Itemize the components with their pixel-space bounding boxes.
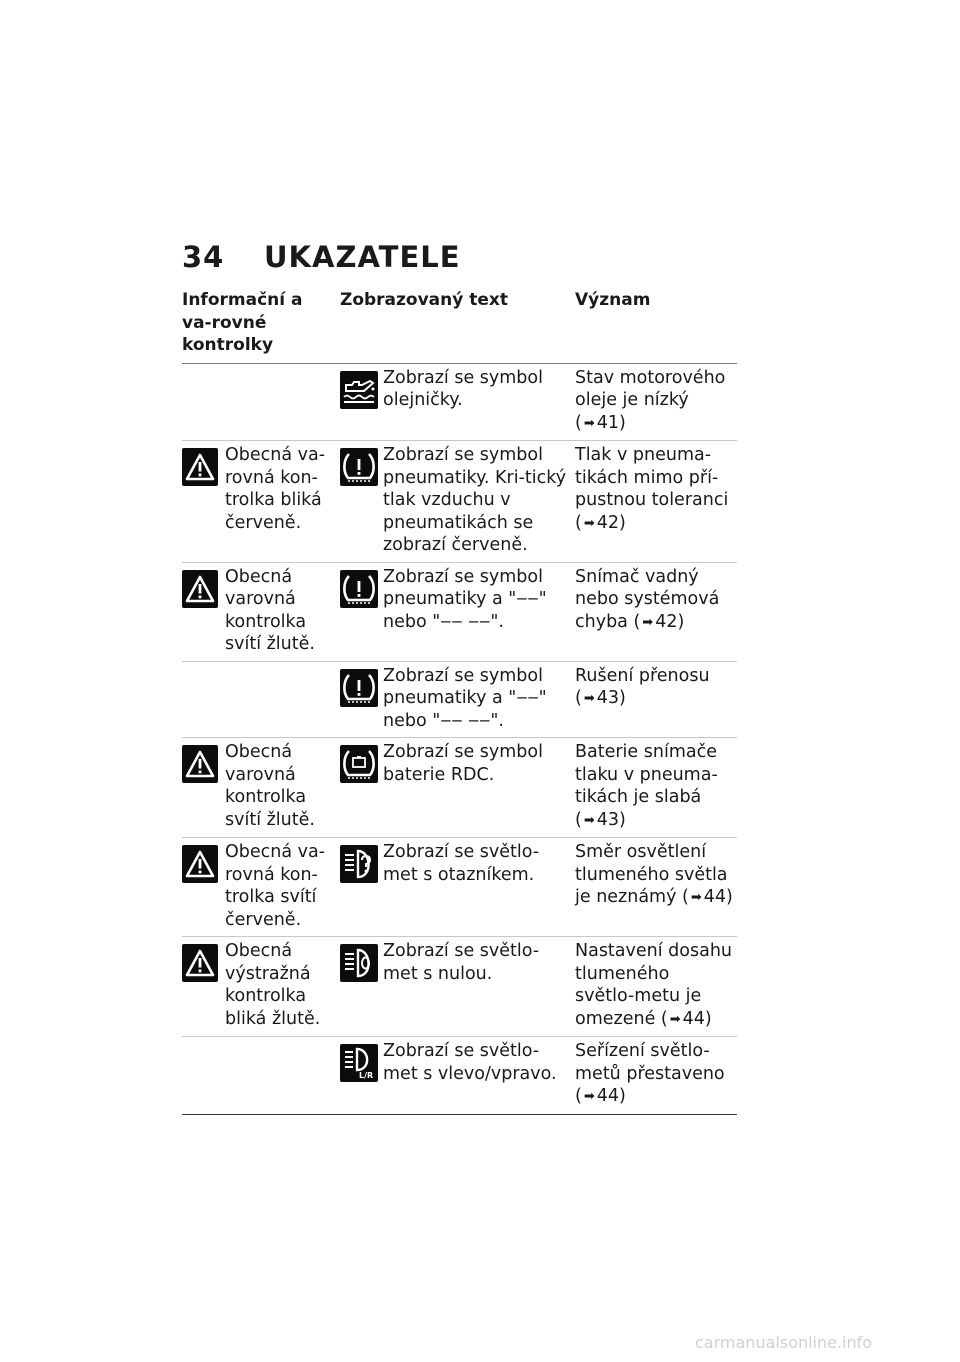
ref-paren: (: [575, 688, 582, 708]
arrow-right-icon: ➡: [583, 812, 595, 828]
table-row: [182, 838, 737, 937]
ref-page-number: 44): [596, 1086, 626, 1106]
page-reference[interactable]: [575, 688, 626, 708]
meaning-cell: [575, 441, 737, 563]
arrow-right-icon: ➡: [583, 415, 595, 431]
display-cell: [340, 441, 575, 563]
page-reference[interactable]: [575, 513, 626, 533]
ref-page-number: 42): [655, 611, 685, 632]
arrow-right-icon: ➡: [690, 890, 702, 905]
header-indicator-lamps: Informační a va-rovné kontrolky: [182, 289, 340, 363]
display-cell: [340, 661, 575, 738]
ref-page-number: 43): [596, 809, 626, 830]
ref-page-number: 41): [596, 412, 626, 433]
display-cell: [340, 363, 575, 441]
ref-paren: (: [575, 512, 582, 533]
warning-triangle-icon: [182, 944, 218, 982]
meaning-text: Baterie snímače tlaku v pneuma-tikách je slabá: [575, 742, 718, 807]
ref-paren: (: [575, 412, 582, 433]
headlight-question-icon: [340, 845, 378, 883]
lamp-description: Obecná varovná kontrolka svítí žlutě.: [225, 742, 315, 830]
ref-paren: (: [660, 1008, 668, 1029]
meaning-cell: [575, 738, 737, 838]
display-cell: [340, 937, 575, 1037]
table-row: [182, 562, 737, 661]
warning-triangle-icon: [182, 448, 218, 486]
display-text: Zobrazí se světlo-met s otazníkem.: [383, 842, 540, 885]
page-heading: [182, 240, 461, 274]
warning-triangle-icon: [182, 745, 218, 783]
arrow-right-icon: ➡: [669, 1011, 681, 1027]
header-meaning: Význam: [575, 289, 737, 363]
lamp-cell: [182, 661, 340, 738]
ref-paren: (: [575, 809, 582, 830]
lamp-description: Obecná va-rovná kon-trolka svítí červeně.: [225, 842, 326, 930]
table-row: [182, 363, 737, 441]
page-reference[interactable]: [575, 413, 626, 433]
display-cell: [340, 838, 575, 937]
meaning-text: Nastavení dosahu tlumeného světlo-metu je omezené: [575, 941, 732, 1029]
arrow-right-icon: ➡: [583, 1089, 595, 1104]
tire-sensor-battery-icon: [340, 745, 378, 783]
lamp-cell: [182, 838, 340, 937]
ref-paren: (: [633, 611, 641, 632]
display-cell: [340, 1037, 575, 1115]
meaning-text: Snímač vadný nebo systémová chyba: [575, 566, 720, 632]
arrow-right-icon: ➡: [583, 691, 595, 706]
display-text: Zobrazí se symbol baterie RDC.: [383, 742, 543, 785]
oil-can-icon: [340, 371, 378, 409]
display-text: Zobrazí se světlo-met s vlevo/vpravo.: [383, 1041, 557, 1084]
lamp-cell: [182, 738, 340, 838]
display-text: Zobrazí se symbol pneumatiky a "‒‒" nebo "‒‒ ‒‒".: [383, 665, 547, 731]
ref-paren: (: [682, 887, 689, 907]
header-displayed-text: Zobrazovaný text: [340, 289, 575, 363]
warning-triangle-icon: [182, 845, 218, 883]
meaning-cell: [575, 838, 737, 937]
lamp-cell: [182, 441, 340, 563]
table-header-row: [182, 289, 737, 363]
ref-page-number: 42): [596, 512, 626, 533]
page-number: 34: [182, 240, 225, 274]
lamp-cell: [182, 562, 340, 661]
lamp-cell: [182, 363, 340, 441]
lamp-cell: [182, 937, 340, 1037]
meaning-cell: [575, 661, 737, 738]
headlight-zero-icon: [340, 944, 378, 982]
display-text: Zobrazí se symbol pneumatiky a "‒‒" nebo "‒‒ ‒‒".: [383, 566, 547, 632]
page-reference[interactable]: [575, 1086, 626, 1106]
meaning-cell: [575, 1037, 737, 1115]
page-reference[interactable]: [633, 612, 684, 632]
watermark: carmanualsonline.info: [695, 1333, 873, 1352]
display-cell: [340, 738, 575, 838]
lr-label: L/R: [359, 1071, 374, 1080]
meaning-text: Seřízení světlo-metů přestaveno: [575, 1041, 725, 1084]
arrow-right-icon: ➡: [642, 614, 654, 630]
table-row: [182, 738, 737, 838]
indicator-table: [182, 289, 737, 1115]
table-row: [182, 441, 737, 563]
display-text: Zobrazí se světlo-met s nulou.: [383, 941, 540, 984]
table-row: [182, 661, 737, 738]
lamp-description: Obecná varovná kontrolka svítí žlutě.: [225, 566, 315, 654]
page-reference[interactable]: [575, 810, 626, 830]
tire-pressure-warning-icon: [340, 570, 378, 608]
meaning-text: Směr osvětlení tlumeného světla je neznámý: [575, 842, 728, 907]
page-reference[interactable]: [661, 1009, 712, 1029]
table-row: [182, 937, 737, 1037]
page-reference[interactable]: [682, 887, 733, 907]
ref-page-number: 44): [682, 1008, 712, 1029]
section-title: UKAZATELE: [264, 240, 461, 274]
meaning-text: Rušení přenosu: [575, 665, 710, 686]
tire-pressure-warning-icon: [340, 669, 378, 707]
lamp-description: Obecná va-rovná kon-trolka bliká červeně.: [225, 445, 326, 533]
ref-page-number: 43): [596, 688, 626, 708]
meaning-cell: [575, 937, 737, 1037]
lamp-cell: [182, 1037, 340, 1115]
headlight-left-right-icon: [340, 1044, 378, 1082]
meaning-text: Tlak v pneuma-tikách mimo pří-pustnou toleranci: [575, 445, 729, 510]
lamp-description: Obecná výstražná kontrolka bliká žlutě.: [225, 941, 321, 1029]
display-text: Zobrazí se symbol pneumatiky. Kri-tický tlak vzduchu v pneumatikách se zobrazí červeně.: [383, 445, 567, 555]
ref-paren: (: [575, 1086, 582, 1106]
meaning-cell: [575, 363, 737, 441]
ref-page-number: 44): [703, 887, 733, 907]
arrow-right-icon: ➡: [583, 515, 595, 531]
meaning-text: Stav motorového oleje je nízký: [575, 367, 726, 410]
display-cell: [340, 562, 575, 661]
table-row: [182, 1037, 737, 1115]
display-text: Zobrazí se symbol olejničky.: [383, 367, 543, 410]
warning-triangle-icon: [182, 570, 218, 608]
tire-pressure-warning-icon: [340, 448, 378, 486]
meaning-cell: [575, 562, 737, 661]
